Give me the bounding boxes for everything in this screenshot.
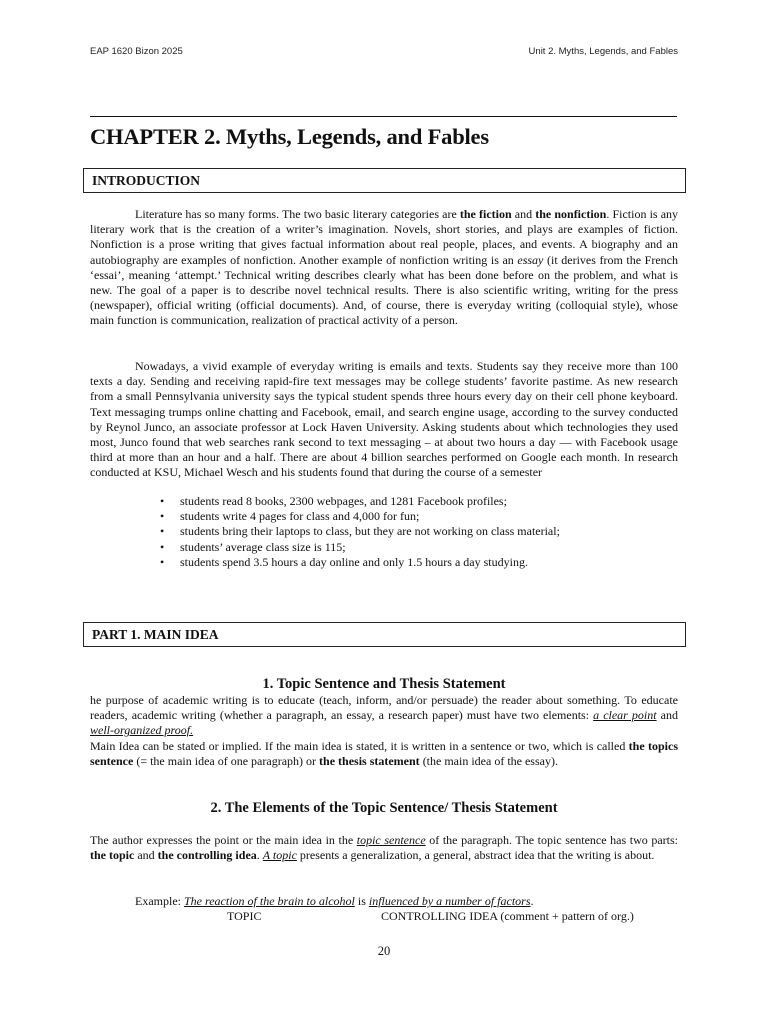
chapter-title: CHAPTER 2. Myths, Legends, and Fables (90, 124, 489, 149)
chapter-rule (90, 116, 677, 117)
section-2-title: 2. The Elements of the Topic Sentence/ Thesis Statement (210, 800, 558, 816)
example-sentence: Example: The reaction of the brain to alcohol is influenced by a number of factors. (135, 894, 534, 908)
introduction-paragraph-1 (90, 207, 678, 329)
list-item: • students bring their laptops to class, but they are not working on class material; (160, 524, 560, 539)
list-item: • students spend 3.5 hours a day online and only 1.5 hours a day studying. (160, 554, 528, 569)
list-item: • students read 8 books, 2300 webpages, and 1281 Facebook profiles; (160, 494, 507, 508)
section-1-paragraph-2 (90, 739, 678, 769)
statistics-list (160, 494, 680, 570)
introduction-paragraph-2 (90, 359, 678, 481)
section-2-p1-text: The author expresses the point or the main idea in the topic sentence of the paragraph. The topic sentence has two parts: the topic and the controlling idea. A topic presents a generalization, a general, abstract idea that the writing is about. (90, 833, 678, 863)
section-2-paragraph-1 (90, 833, 678, 863)
page-number: 20 (377, 944, 391, 958)
introduction-heading: INTRODUCTION (83, 168, 686, 193)
proof-term: well-organized proof. (90, 723, 194, 738)
part1-heading: PART 1. MAIN IDEA (83, 622, 686, 647)
section-1-p2-text: Main Idea can be stated or implied. If the main idea is stated, it is written in a sentence or two, which is called the topics sentence (= the main idea of one paragraph) or the thesis statement (the main idea of the essay). (90, 739, 678, 769)
controlling-idea-label: CONTROLLING IDEA (comment + pattern of org.) (381, 909, 634, 923)
example-topic: The reaction of the brain to alcohol (183, 894, 355, 908)
list-item: • students’ average class size is 115; (160, 539, 346, 554)
intro-p2-text: Nowadays, a vivid example of everyday writing is emails and texts. Students say they receive more than 100 texts a day. Sending and receiving rapid-fire text messages may be college students’ favorite pastime. As new research from a small Pennsylvania university says the typical student spends three hours every day on their cell phone keyboard. Text messaging trumps online chatting and Facebook, email, and search engine usage, according to the survey conducted by Reynol Junco, an associate professor at Lock Haven University. Asking students about which technologies they used most, Junco found that web searches rank second to text messaging – at about two hours a day — with Facebook usage third at more than an hour and a half. There are about 4 billion searches performed on Google each month. In research conducted at KSU, Michael Wesch and his students found that during the course of a semester (90, 359, 678, 480)
section-1-paragraph-1 (90, 693, 678, 739)
header-left: EAP 1620 Bizon 2025 (90, 46, 183, 57)
section-1-p1-text: he purpose of academic writing is to educate (teach, inform, and/or persuade) the reader about something. To educate readers, academic writing (whether a paragraph, an essay, a research paper) must have two elements: a clear point and well-organized proof. (90, 693, 679, 738)
intro-p1-text: Literature has so many forms. The two basic literary categories are the fiction and the nonfiction. Fiction is any literary work that is the creation of a writer’s imagination. Novels, short stories, and plays are examples of fiction. Nonfiction is a prose writing that gives factual information about real people, places, and events. A biography and an autobiography are examples of nonfiction. Another example of nonfiction writing is an essay (it derives from the French ‘essai’, meaning ‘attempt.’ Technical writing describes clearly what has been done before on the problem, and what is new. The goal of a paper is to describe novel technical results. There is also scientific writing, writing for the press (newspaper), official writing (official documents). And, of course, there is everyday writing (colloquial style), whose main function is communication, realization of practical activity of a person. (90, 207, 679, 328)
example-controlling-idea: influenced by a number of factors (368, 894, 531, 908)
running-header (90, 46, 678, 57)
topic-label: TOPIC (227, 909, 262, 923)
section-1-title: 1. Topic Sentence and Thesis Statement (262, 676, 506, 692)
clear-point-term: a clear point (593, 708, 657, 723)
list-item: • students write 4 pages for class and 4,000 for fun; (160, 509, 420, 524)
header-right: Unit 2. Myths, Legends, and Fables (528, 46, 678, 57)
